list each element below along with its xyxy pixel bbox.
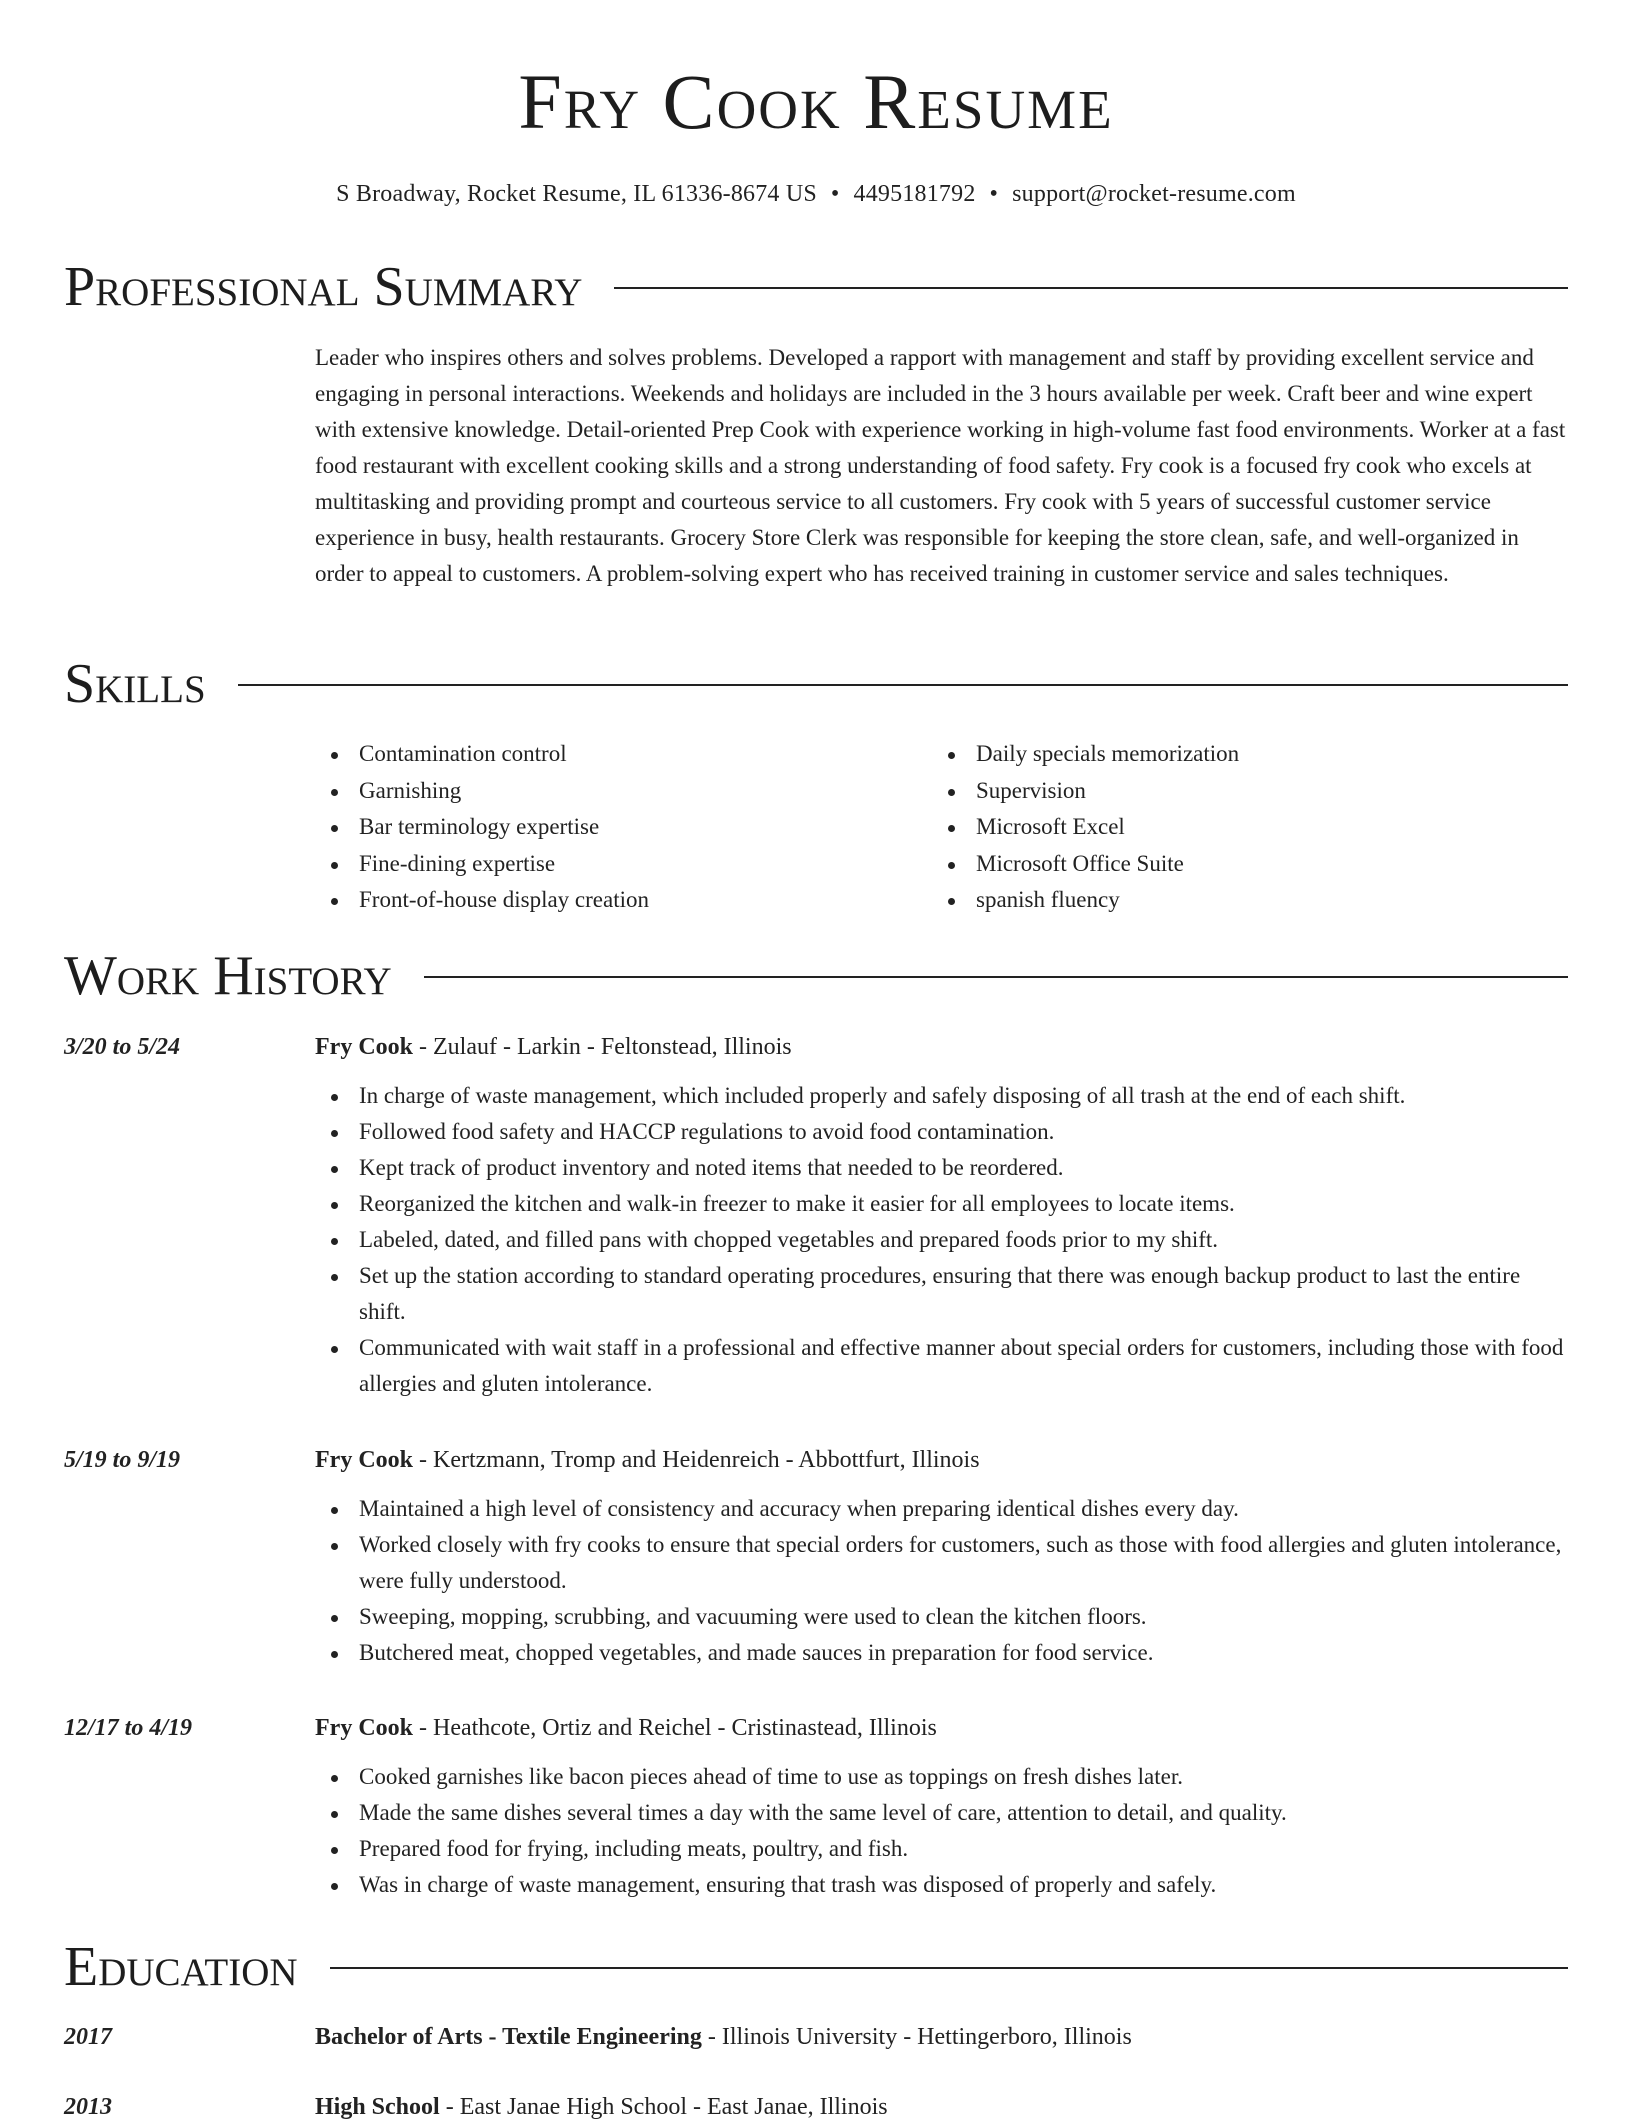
contact-separator: •: [989, 181, 999, 207]
skills-list: [315, 736, 1570, 919]
work-section-header: [64, 944, 1568, 1008]
job-bullet: In charge of waste management, which included properly and safely disposing of all trash at the end of each shift.: [315, 1078, 1570, 1114]
skill-item: Garnishing: [315, 773, 932, 810]
job-title: Fry Cook: [315, 1034, 413, 1060]
job-title-line: [315, 1443, 1570, 1477]
job-bullet: Sweeping, mopping, scrubbing, and vacuuming were used to clean the kitchen floors.: [315, 1599, 1570, 1635]
job-dates: 12/17 to 4/19: [64, 1715, 193, 1741]
skills-section-header: [64, 652, 1568, 716]
job-title-line: [315, 1711, 1570, 1745]
skill-item: Contamination control: [315, 736, 932, 773]
job-bullets: [315, 1759, 1570, 1903]
job-employer: - Heathcote, Ortiz and Reichel - Cristinastead, Illinois: [413, 1715, 937, 1741]
job-bullet: Labeled, dated, and filled pans with chopped vegetables and prepared foods prior to my shift.: [315, 1222, 1570, 1258]
skill-item: Microsoft Excel: [932, 809, 1549, 846]
job-bullet: Maintained a high level of consistency and accuracy when preparing identical dishes every day.: [315, 1491, 1570, 1527]
school-details: - Illinois University - Hettingerboro, Illinois: [701, 2024, 1132, 2050]
skills-heading: Skills: [64, 653, 206, 715]
job-bullets: [315, 1078, 1570, 1402]
education-section-header: [64, 1935, 1568, 1999]
summary-section-header: [64, 255, 1568, 319]
skill-item: Supervision: [932, 773, 1549, 810]
job-bullet: Prepared food for frying, including meats, poultry, and fish.: [315, 1831, 1570, 1867]
job-bullets: [315, 1491, 1570, 1671]
job-employer: - Zulauf - Larkin - Feltonstead, Illinois: [413, 1034, 792, 1060]
education-heading: Education: [64, 1936, 298, 1998]
skill-item: Fine-dining expertise: [315, 846, 932, 883]
skill-item: Daily specials memorization: [932, 736, 1549, 773]
degree-title: High School: [315, 2094, 440, 2120]
skill-item: spanish fluency: [932, 882, 1549, 919]
job-bullet: Followed food safety and HACCP regulations to avoid food contamination.: [315, 1114, 1570, 1150]
job-title-line: [315, 1030, 1570, 1064]
job-bullet: Was in charge of waste management, ensuring that trash was disposed of properly and safely.: [315, 1867, 1570, 1903]
job-employer: - Kertzmann, Tromp and Heidenreich - Abbottfurt, Illinois: [413, 1447, 980, 1473]
section-divider: [330, 1967, 1568, 1969]
job-title: Fry Cook: [315, 1447, 413, 1473]
skill-item: Front-of-house display creation: [315, 882, 932, 919]
education-year: 2017: [64, 2024, 112, 2050]
job-dates: 5/19 to 9/19: [64, 1447, 181, 1473]
education-year: 2013: [64, 2094, 112, 2120]
education-title-line: [315, 2020, 1570, 2054]
job-dates: 3/20 to 5/24: [64, 1034, 181, 1060]
contact-email: support@rocket-resume.com: [1012, 181, 1296, 207]
job-bullet: Butchered meat, chopped vegetables, and made sauces in preparation for food service.: [315, 1635, 1570, 1671]
degree-title: Bachelor of Arts - Textile Engineering: [315, 2024, 702, 2050]
job-bullet: Kept track of product inventory and noted items that needed to be reordered.: [315, 1150, 1570, 1186]
summary-text: Leader who inspires others and solves problems. Developed a rapport with management and staff by providing excellent service and engaging in personal interactions. Weekends and holidays are included in the 3 hours available per week. Craft beer and wine expert with extensive knowledge. Detail-oriented Prep Cook with experience working in high-volume fast food environments. Worker at a fast food restaurant with excellent cooking skills and a strong understanding of food safety. Fry cook is a focused fry cook who excels at multitasking and providing prompt and courteous service to all customers. Fry cook with 5 years of successful customer service experience in busy, health restaurants. Grocery Store Clerk was responsible for keeping the store clean, safe, and well-organized in order to appeal to customers. A problem-solving expert who has received training in customer service and sales techniques.: [315, 345, 1566, 586]
contact-phone: 4495181792: [853, 181, 976, 207]
summary-heading: Professional Summary: [64, 256, 583, 318]
job-bullet: Reorganized the kitchen and walk-in freezer to make it easier for all employees to locate items.: [315, 1186, 1570, 1222]
resume-header: [0, 52, 1632, 210]
contact-address: S Broadway, Rocket Resume, IL 61336-8674 US: [336, 181, 817, 207]
contact-separator: •: [830, 181, 840, 207]
resume-title: Fry Cook Resume: [518, 58, 1114, 145]
section-divider: [614, 287, 1568, 289]
education-title-line: [315, 2090, 1570, 2124]
section-divider: [238, 684, 1568, 686]
section-divider: [424, 976, 1568, 978]
job-bullet: Worked closely with fry cooks to ensure that special orders for customers, such as those with food allergies and gluten intolerance, were fully understood.: [315, 1527, 1570, 1599]
work-heading: Work History: [64, 945, 392, 1007]
job-bullet: Cooked garnishes like bacon pieces ahead of time to use as toppings on fresh dishes later.: [315, 1759, 1570, 1795]
job-bullet: Made the same dishes several times a day with the same level of care, attention to detail, and quality.: [315, 1795, 1570, 1831]
job-bullet: Set up the station according to standard operating procedures, ensuring that there was enough backup product to last the entire shift.: [315, 1258, 1570, 1330]
job-bullet: Communicated with wait staff in a professional and effective manner about special orders for customers, including those with food allergies and gluten intolerance.: [315, 1330, 1570, 1402]
job-title: Fry Cook: [315, 1715, 413, 1741]
skill-item: Bar terminology expertise: [315, 809, 932, 846]
contact-line: [0, 178, 1632, 210]
skill-item: Microsoft Office Suite: [932, 846, 1549, 883]
school-details: - East Janae High School - East Janae, Illinois: [439, 2094, 888, 2120]
